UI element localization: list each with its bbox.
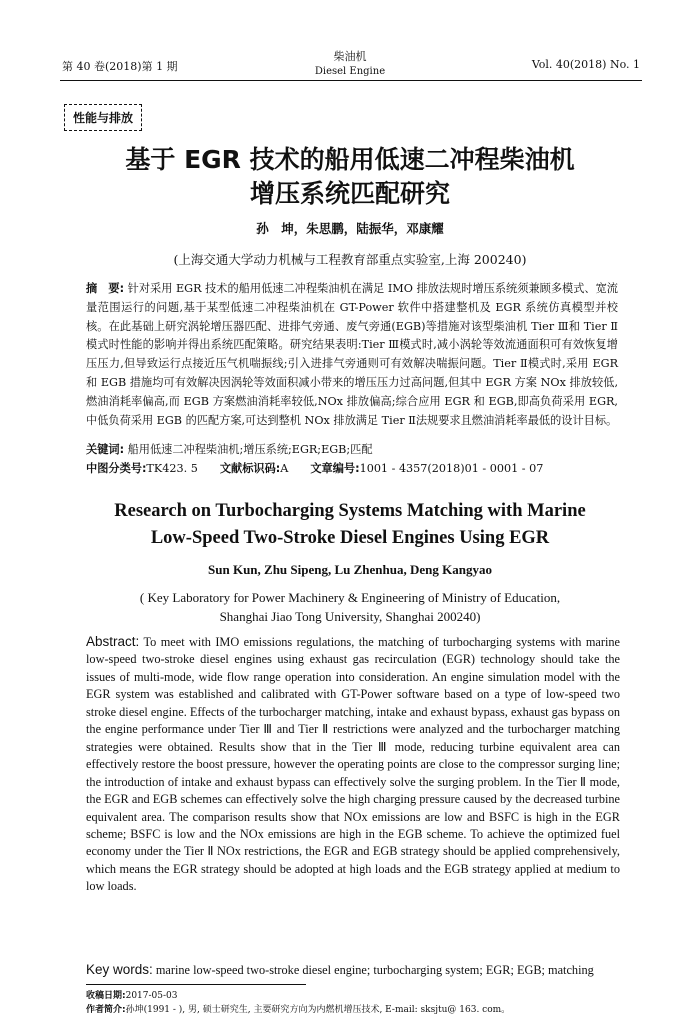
doc-code-label: 文献标识码:	[219, 462, 281, 475]
affiliation-cn: (上海交通大学动力机械与工程教育部重点实验室,上海 200240)	[173, 252, 527, 267]
classification-row	[86, 460, 626, 476]
affiliation-en	[0, 588, 700, 626]
title-cn-line2: 增压系统匹配研究	[249, 179, 450, 208]
abstract-en-text: To meet with IMO emissions regulations, the matching of turbocharging systems with marine low-speed two-stroke diesel engines using exhaust gas recirculation (EGR) technology should take the issues of multi-mode, wide flow range operation into consideration. An engine simulation model with the EGR system was established and calibrated with GT-Power software based on a type of low-speed two stroke diesel engine. Effects of the turbocharger matching, intake and exhaust bypass, exhaust gas bypass on the engine performance under Tier Ⅲ and Tier Ⅱ restrictions were analyzed and the turbocharger matching strategies were obtained. Results show that in the Tier Ⅲ mode, reducing turbine equivalent area can effectively restore the boost pressure, however the operating points are close to the compressor surging line; the introduction of intake and exhaust bypass can effectively solve the surging problem. In the Tier Ⅱ mode, the EGR and EGB schemes can effectively solve the high charging pressure caused by the decreased turbine equivalent area. The comparison results show that NOx emissions are low and BSFC is high in the EGR scheme; BSFC is low and the NOx emissions are high in the EGB scheme. To achieve the optimized fuel economy under the Tier Ⅱ NOx restrictions, the EGR and EGB strategy should be applied comprehensively, which means the EGR strategy should be adopted at high loads and the EGB strategy applied at medium to low loads.	[86, 635, 620, 894]
title-en-line2: Low-Speed Two-Stroke Diesel Engines Using EGR	[150, 528, 550, 548]
doc-code-value: A	[280, 462, 289, 475]
title-cn	[0, 143, 700, 211]
abstract-en-label: Abstract:	[86, 634, 140, 649]
title-cn-line1: 基于 EGR 技术的船用低速二冲程柴油机	[125, 145, 575, 174]
header-volume-en: Vol. 40(2018) No. 1	[531, 58, 640, 71]
header-divider	[60, 80, 642, 81]
affiliation-en-line1: ( Key Laboratory for Power Machinery & Engineering of Ministry of Education,	[139, 590, 561, 605]
abstract-cn	[86, 280, 618, 430]
title-en-line1: Research on Turbocharging Systems Matching with Marine	[114, 501, 586, 521]
article-number-value: 1001 - 4357(2018)01 - 0001 - 07	[359, 462, 544, 475]
header-volume-cn: 第 40 卷(2018)第 1 期	[62, 60, 178, 73]
clc-label: 中图分类号:	[86, 462, 147, 475]
keywords-en-text: marine low-speed two-stroke diesel engine; turbocharging system; EGR; EGB; matching	[155, 963, 594, 977]
received-label: 收稿日期:	[86, 991, 126, 1001]
authors-cn: 孙 坤，朱思鹏，陆振华，邓康耀	[256, 221, 444, 236]
keywords-cn	[86, 441, 626, 457]
footnote-received	[86, 988, 646, 1001]
article-number-label: 文章编号:	[310, 462, 360, 475]
footnote-author	[86, 1002, 646, 1015]
author-bio-label: 作者简介:	[86, 1005, 126, 1015]
author-bio-value: 孙坤(1991 - ), 男, 硕士研究生, 主要研究方向为内燃机增压技术, E-mail: sksjtu@ 163. com。	[125, 1005, 511, 1015]
clc-value: TK423. 5	[146, 462, 198, 475]
abstract-en	[86, 633, 620, 896]
authors-en: Sun Kun, Zhu Sipeng, Lu Zhenhua, Deng Kangyao	[208, 562, 492, 577]
keywords-cn-label: 关键词:	[86, 443, 125, 456]
footnote-divider	[86, 984, 306, 985]
abstract-cn-text: 针对采用 EGR 技术的船用低速二冲程柴油机在满足 IMO 排放法规时增压系统须兼顾多模式、宽流量范围运行的问题,基于某型低速二冲程柴油机在 GT-Power 软件中搭建整机及 EGR 系统仿真模型并校核。在此基础上研究涡轮增压器匹配、进排气旁通、废气旁通(EGB)等措施对该型柴油机 Tier Ⅲ和 Tier Ⅱ模式时性能的影响并得出系统匹配策略。研究结果表明:Tier Ⅲ模式时,减小涡轮等效流通面积可有效恢复增压压力,但导致运行点接近压气机喘振线;引入进排气旁通则可有效解决喘振问题。Tier Ⅱ模式时,采用 EGR 和 EGB 措施均可有效解决因涡轮等效面积减小带来的增压压力过高问题,但其中 EGR 方案 NOx 排放较低,燃油消耗率偏高,而 EGB 方案燃油消耗率较低,NOx 排放偏高;综合应用 EGR 和 EGB,即高负荷采用 EGR,中低负荷采用 EGB 的匹配方案,可达到整机 NOx 排放满足 Tier Ⅱ法规要求且燃油消耗率最低的设计目标。	[86, 282, 618, 427]
section-tag: 性能与排放	[64, 104, 142, 131]
abstract-cn-label: 摘 要:	[86, 282, 125, 295]
title-en	[0, 498, 700, 552]
affiliation-en-line2: Shanghai Jiao Tong University, Shanghai 200240)	[219, 609, 481, 624]
keywords-en	[86, 962, 626, 978]
keywords-en-label: Key words:	[86, 962, 153, 977]
journal-name-en: Diesel Engine	[314, 66, 386, 77]
received-value: 2017-05-03	[125, 991, 178, 1001]
journal-name-cn: 柴油机	[333, 50, 367, 63]
keywords-cn-text: 船用低速二冲程柴油机;增压系统;EGR;EGB;匹配	[127, 443, 373, 456]
